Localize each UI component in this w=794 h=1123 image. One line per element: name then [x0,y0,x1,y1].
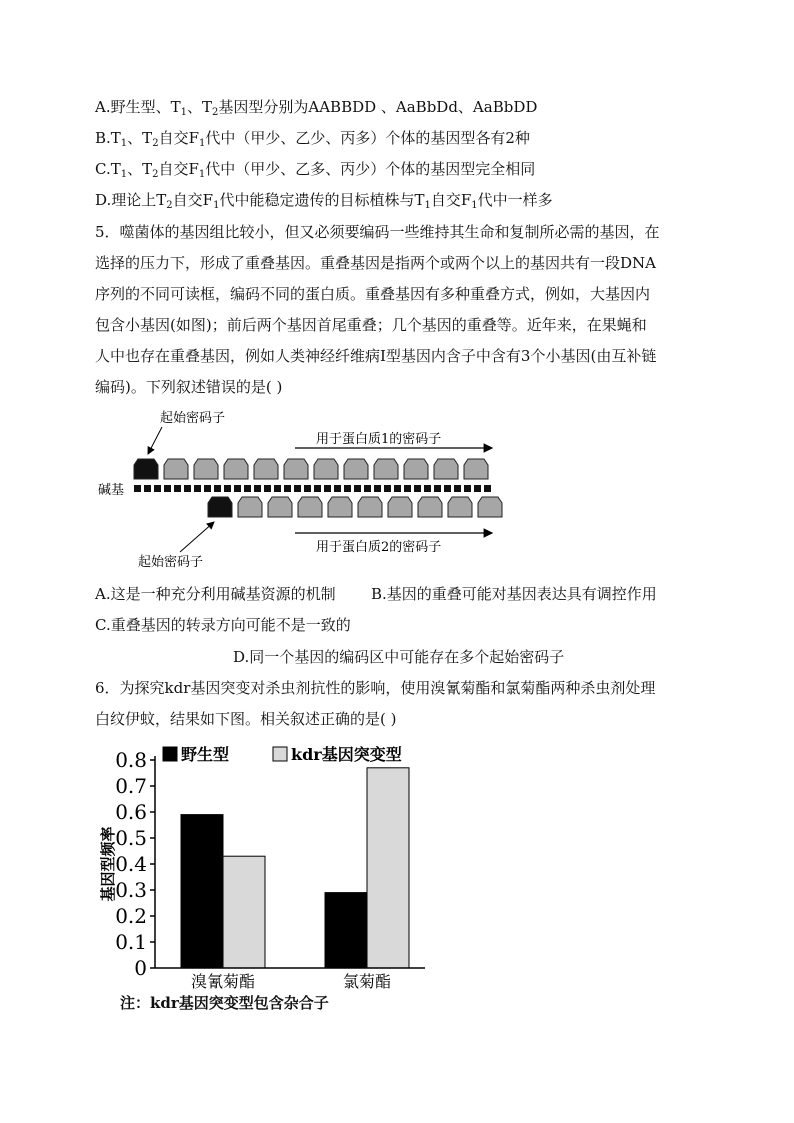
start-codon-top-block [134,459,158,479]
q5-stem-line-6: 编码)。下列叙述错误的是( ) [95,378,283,396]
q4-option-c: $C.T_1$、$T_2$自交$F_1$代中（甲少、乙多、丙少）个体的基因型完全相同 [95,160,536,180]
codon-block [478,497,502,517]
protein2-codon-row [208,497,502,517]
y-tick-label: 0.2 [115,904,147,928]
base-mark [484,485,491,492]
base-mark [384,485,391,492]
codon-block [448,497,472,517]
q4-option-d: D.理论上$T_2$自交$F_1$代中能稳定遗传的目标植株与$T_1$自交$F_1$代中一样多 [95,191,553,211]
x-tick-label: 溴氰菊酯 [190,972,256,991]
bar-kdr-mutant-0 [223,856,265,968]
codon-block [358,497,382,517]
base-mark [224,485,231,492]
base-mark [154,485,161,492]
base-mark [334,485,341,492]
start-codon-bottom-arrow [180,522,214,552]
q5-option-c: C.重叠基因的转录方向可能不是一致的 [95,616,351,634]
y-tick-label: 0.1 [115,930,147,954]
codon-block [268,497,292,517]
q5-stem-line-4: 包含小基因(如图)；前后两个基因首尾重叠；几个基因的重叠等。近年来，在果蝇和 [95,316,647,334]
protein1-codon-label: 用于蛋白质1的密码子 [316,432,442,447]
base-mark [294,485,301,492]
base-mark [364,485,371,492]
base-mark [474,485,481,492]
codon-block [374,459,398,479]
legend-swatch [273,747,287,761]
codon-block [194,459,218,479]
base-mark [464,485,471,492]
base-mark [454,485,461,492]
base-mark [394,485,401,492]
q4-option-b: $B.T_1$、$T_2$自交$F_1$代中（甲少、乙少、丙多）个体的基因型各有2种 [95,129,530,149]
base-mark [134,485,141,492]
codon-block [224,459,248,479]
q5-stem-line-5: 人中也存在重叠基因，例如人类神经纤维病Ⅰ型基因内含子中含有3个小基因(由互补链 [95,347,657,365]
base-mark [174,485,181,492]
start-codon-top-label: 起始密码子 [160,411,226,426]
y-tick-label: 0.4 [115,852,147,876]
base-mark [374,485,381,492]
bar-wild-type-0 [181,815,223,968]
y-axis-label: 基因型频率 [99,826,117,902]
protein1-codon-row [134,459,488,479]
start-codon-bottom-label: 起始密码子 [138,555,204,570]
base-sequence-row [134,485,491,492]
base-mark [304,485,311,492]
q6-stem-line-2: 白纹伊蚊，结果如下图。相关叙述正确的是( ) [95,710,397,728]
q5-option-b: B.基因的重叠可能对基因表达具有调控作用 [371,585,657,603]
codon-block [404,459,428,479]
q5-option-d: D.同一个基因的编码区中可能存在多个起始密码子 [233,648,565,666]
base-mark [404,485,411,492]
codon-block [298,497,322,517]
q4-option-a: A.野生型、$T_1$、$T_2$基因型分别为AABBDD 、AaBbDd、AaBbDD [95,98,538,118]
legend-label: kdr基因突变型 [291,745,402,764]
y-tick-label: 0.8 [115,748,147,772]
y-axis-ticks [115,748,155,980]
chart-note: 注：kdr基因突变型包含杂合子 [120,994,329,1012]
protein2-codon-label: 用于蛋白质2的密码子 [316,540,442,555]
codon-block [254,459,278,479]
codon-block [418,497,442,517]
x-tick-label: 氯菊酯 [342,972,392,991]
genotype-frequency-chart [0,740,794,1000]
codon-block [344,459,368,479]
bars [181,768,409,968]
overlapping-gene-figure [0,400,794,575]
bar-kdr-mutant-1 [367,768,409,968]
q5-option-a: A.这是一种充分利用碱基资源的机制 [95,585,336,603]
base-mark [234,485,241,492]
codon-block [434,459,458,479]
bar-wild-type-1 [325,893,367,968]
base-mark [204,485,211,492]
start-codon-top-arrow [148,427,162,454]
base-mark [424,485,431,492]
q5-stem-line-3: 序列的不同可读框，编码不同的蛋白质。重叠基因有多种重叠方式，例如，大基因内 [95,285,651,303]
base-mark [244,485,251,492]
q5-stem-line-1: 5．噬菌体的基因组比较小，但又必须要编码一些维持其生命和复制所必需的基因，在 [95,223,660,241]
base-mark [284,485,291,492]
codon-block [284,459,308,479]
base-mark [414,485,421,492]
y-tick-label: 0.3 [115,878,147,902]
base-mark [434,485,441,492]
base-mark [144,485,151,492]
base-mark [194,485,201,492]
codon-block [388,497,412,517]
codon-block [238,497,262,517]
base-mark [354,485,361,492]
base-label: 碱基 [98,483,125,498]
legend-swatch [163,747,177,761]
x-axis-ticks [191,972,391,991]
q5-stem-line-2: 选择的压力下，形成了重叠基因。重叠基因是指两个或两个以上的基因共有一段DNA [95,254,656,272]
q6-stem-line-1: 6．为探究kdr基因突变对杀虫剂抗性的影响，使用溴氰菊酯和氯菊酯两种杀虫剂处理 [95,679,656,697]
y-tick-label: 0.6 [115,800,147,824]
base-mark [184,485,191,492]
codon-block [314,459,338,479]
base-mark [274,485,281,492]
base-mark [214,485,221,492]
base-mark [264,485,271,492]
y-tick-label: 0.5 [115,826,147,850]
legend-label: 野生型 [181,745,230,764]
codon-block [164,459,188,479]
codon-block [464,459,488,479]
base-mark [314,485,321,492]
y-tick-label: 0 [134,956,147,980]
y-tick-label: 0.7 [115,774,147,798]
base-mark [324,485,331,492]
chart-legend [163,745,402,764]
codon-block [328,497,352,517]
base-mark [444,485,451,492]
base-mark [164,485,171,492]
start-codon-bottom-block [208,497,232,517]
base-mark [344,485,351,492]
base-mark [254,485,261,492]
